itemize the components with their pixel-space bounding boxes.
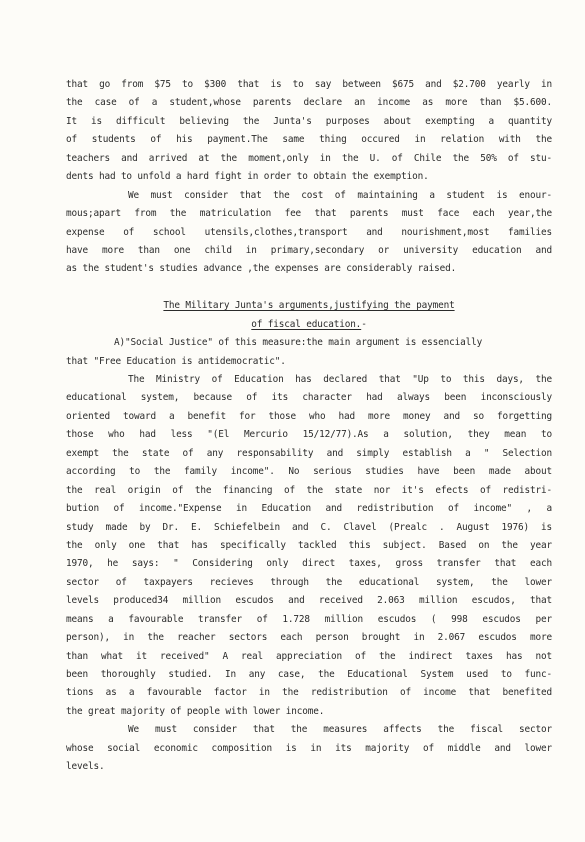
text-line: as the student's studies advance ,the expenses are considerably raised. — [66, 263, 457, 275]
text-line: bution of income."Expense in Education and redistribution of income" , a — [66, 503, 552, 515]
text-line: the only one that has specifically tackled this subject. Based on the year — [66, 539, 552, 551]
text-line: mous;apart from the matriculation fee that parents must face each year,the — [66, 208, 552, 220]
paragraph-5 — [66, 721, 552, 776]
text-line: means a favourable transfer of 1.728 million escudos ( 998 escudos per — [66, 613, 552, 625]
text-line: 1970, he says: " Considering only direct taxes, gross transfer that each — [66, 558, 552, 570]
text-line: The Ministry of Education has declared that "Up to this days, the — [128, 374, 552, 385]
text-line: according to the family income". No serious studies have been made about — [66, 466, 552, 478]
text-line: study made by Dr. E. Schiefelbein and C. Clavel (Prealc . August 1976) is — [66, 521, 552, 533]
text-line: It is difficult believing the Junta's purposes about exempting a quantity — [66, 115, 552, 127]
text-line: A)"Social Justice" of this measure:the main argument is essencially — [114, 337, 483, 349]
paragraph-3 — [66, 334, 552, 371]
spacer — [66, 279, 552, 297]
text-line: tions as a favourable factor in the redistribution of income that benefited — [66, 687, 552, 699]
text-line: person), in the reacher sectors each person brought in 2.067 escudos more — [66, 632, 552, 644]
text-line: exempt the state of any responsability and simply establish a " Selection — [66, 447, 552, 459]
text-line: the great majority of people with lower income. — [66, 705, 325, 717]
section-heading — [66, 297, 552, 334]
paragraph-2 — [66, 187, 552, 279]
document-body — [66, 76, 552, 777]
text-line: levels produced34 million escudos and received 2.063 million escudos, that — [66, 595, 552, 607]
text-line: dents had to unfold a hard fight in order to obtain the exemption. — [66, 171, 429, 183]
text-line: have more than one child in primary,secondary or university education and — [66, 244, 552, 256]
text-line: that go from $75 to $300 that is to say between $675 and $2.700 yearly in — [66, 79, 552, 90]
heading-line-1: The Military Junta's arguments,justifying the payment — [163, 300, 455, 312]
text-line: educational system, because of its character had always been inconsciously — [66, 392, 552, 404]
text-line: teachers and arrived at the moment,only in the U. of Chile the 50% of stu- — [66, 152, 552, 164]
paragraph-1 — [66, 76, 552, 187]
text-line: the case of a student,whose parents declare an income as more than $5.600. — [66, 97, 552, 109]
text-line: levels. — [66, 761, 105, 773]
text-line: sector of taxpayers recieves through the educational system, the lower — [66, 576, 552, 588]
text-line: those who had less "(El Mercurio 15/12/77).As a solution, they mean to — [66, 429, 552, 441]
heading-suffix: - — [361, 318, 367, 330]
text-line: that "Free Education is antidemocratic". — [66, 355, 286, 367]
text-line: than what it received" A real appreciation of the indirect taxes has not — [66, 650, 552, 662]
text-line: been thoroughly studied. In any case, the Educational System used to func- — [66, 669, 552, 680]
text-line: expense of school utensils,clothes,transport and nourishment,most families — [66, 226, 552, 238]
text-line: of students of his payment.The same thing occured in relation with the — [66, 134, 552, 146]
text-line: whose social economic composition is in its majority of middle and lower — [66, 742, 552, 754]
text-line: the real origin of the financing of the state nor it's efects of redistri- — [66, 484, 552, 496]
heading-line-2: of fiscal education. — [251, 318, 362, 330]
paragraph-4 — [66, 371, 552, 721]
text-line: We must consider that the measures affects the fiscal sector — [128, 724, 552, 736]
text-line: We must consider that the cost of maintaining a student is enour- — [128, 189, 552, 201]
text-line: oriented toward a benefit for those who had more money and so forgetting — [66, 410, 552, 422]
